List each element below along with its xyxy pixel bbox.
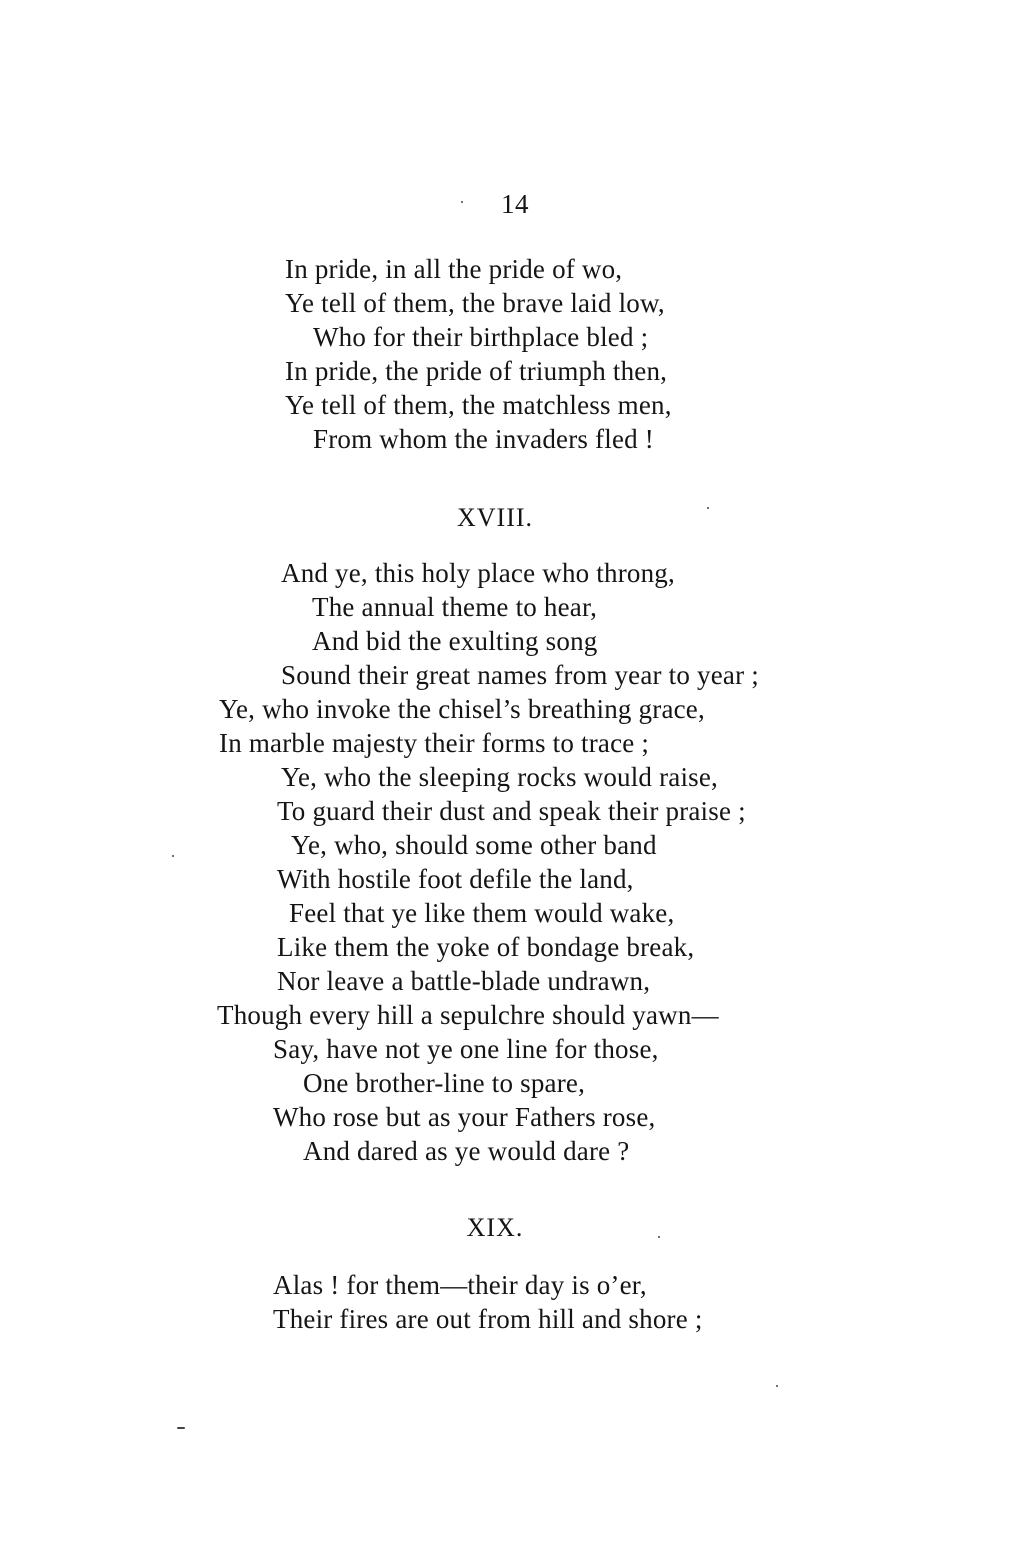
poem-line: Sound their great names from year to year ; bbox=[281, 660, 759, 690]
poem-line: Ye, who, should some other band bbox=[291, 830, 657, 860]
poem-line: And ye, this holy place who throng, bbox=[281, 558, 675, 588]
poem-line: Who rose but as your Fathers rose, bbox=[273, 1102, 656, 1132]
poem-line: From whom the invaders fled ! bbox=[313, 424, 654, 454]
poem-line: Ye, who invoke the chisel’s breathing grace, bbox=[219, 694, 705, 724]
poem-line: Ye tell of them, the matchless men, bbox=[285, 390, 672, 420]
poem-line: Nor leave a battle-blade undrawn, bbox=[277, 966, 651, 996]
scan-speck bbox=[776, 1385, 778, 1387]
scan-speck bbox=[461, 201, 463, 203]
stanza-heading: XIX. bbox=[466, 1213, 524, 1242]
poem-line: In pride, in all the pride of wo, bbox=[285, 254, 623, 284]
poem-line: Ye, who the sleeping rocks would raise, bbox=[281, 762, 718, 792]
scan-speck bbox=[658, 1236, 660, 1238]
poem-line: With hostile foot defile the land, bbox=[277, 864, 634, 894]
poem-line: And dared as ye would dare ? bbox=[303, 1136, 630, 1166]
poem-line: Like them the yoke of bondage break, bbox=[277, 932, 695, 962]
scan-speck bbox=[707, 507, 709, 509]
poem-line: Ye tell of them, the brave laid low, bbox=[285, 288, 665, 318]
poem-line: In marble majesty their forms to trace ; bbox=[219, 728, 650, 758]
poem-line: Alas ! for them—their day is o’er, bbox=[273, 1270, 647, 1300]
poem-line: Their fires are out from hill and shore ; bbox=[273, 1304, 703, 1334]
scan-speck bbox=[177, 1427, 185, 1429]
scan-speck bbox=[172, 855, 174, 857]
poem-line: And bid the exulting song bbox=[312, 626, 598, 656]
poem-line: Feel that ye like them would wake, bbox=[289, 898, 675, 928]
poem-line: Though every hill a sepulchre should yawn— bbox=[217, 1000, 719, 1030]
stanza-heading: XVIII. bbox=[456, 503, 534, 532]
poem-line: In pride, the pride of triumph then, bbox=[285, 356, 668, 386]
poem-line: One brother-line to spare, bbox=[303, 1068, 586, 1098]
poem-line: To guard their dust and speak their praise ; bbox=[277, 796, 746, 826]
page-number: 14 bbox=[501, 189, 529, 219]
poem-line: The annual theme to hear, bbox=[312, 592, 598, 622]
poem-line: Who for their birthplace bled ; bbox=[313, 322, 649, 352]
poem-line: Say, have not ye one line for those, bbox=[273, 1034, 659, 1064]
